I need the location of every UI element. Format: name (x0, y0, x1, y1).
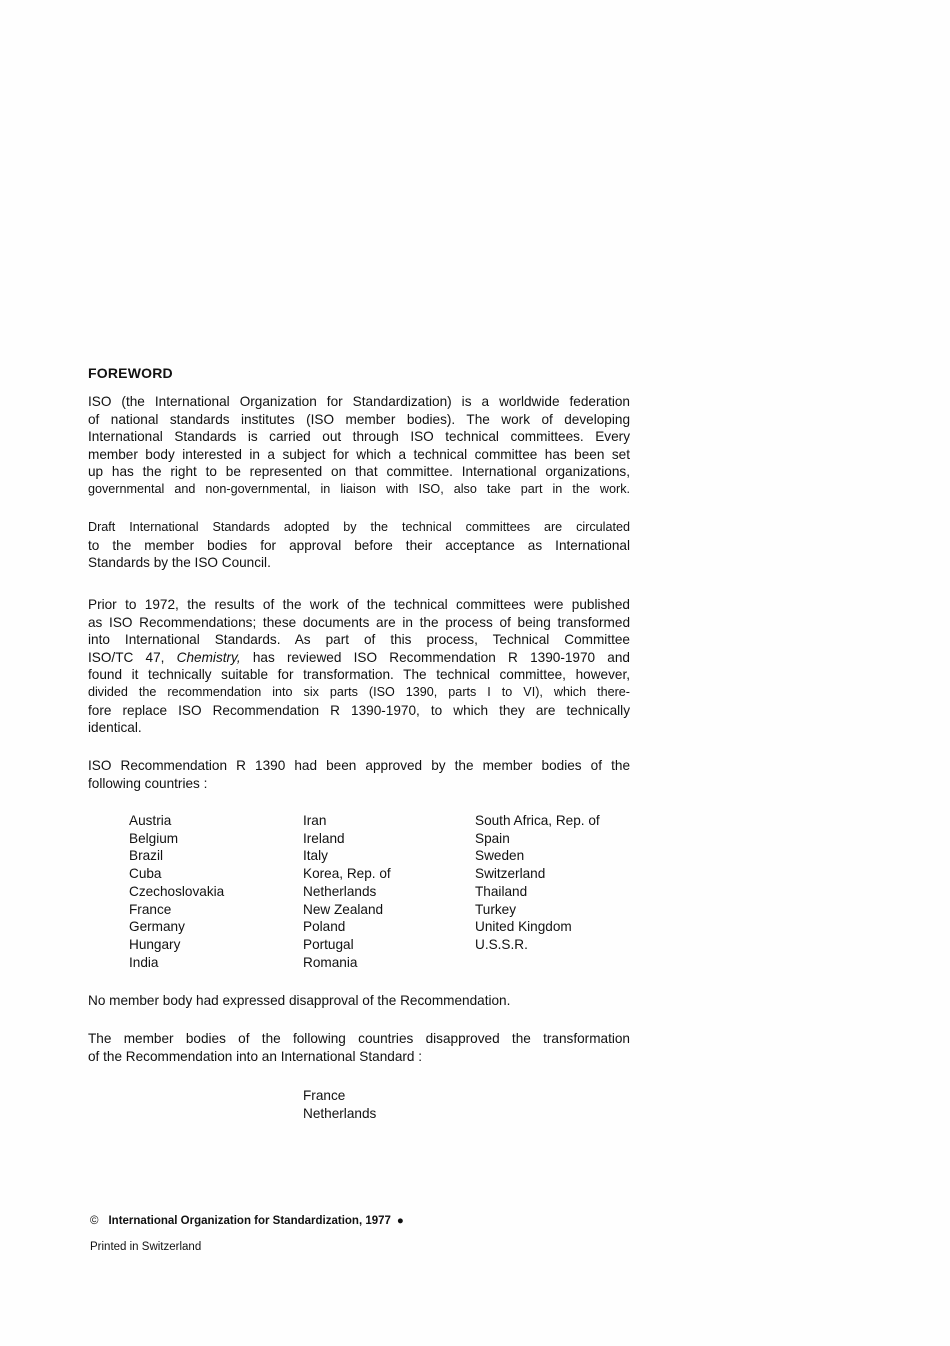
country-item: South Africa, Rep. of (475, 813, 600, 828)
country-item: United Kingdom (475, 919, 572, 935)
paragraph-disapproval-intro (88, 1030, 630, 1065)
country-item: Sweden (475, 848, 525, 864)
country-item: India (129, 954, 159, 970)
italic-committee-name: Chemistry, (176, 649, 241, 665)
country-item: Netherlands (303, 1105, 377, 1121)
text-line: ISO Recommendation R 1390 had been approved by the member bodies of the (88, 758, 630, 773)
text-line: divided the recommendation into six parts (ISO 1390, parts I to VI), which there- (88, 684, 630, 699)
text-line: found it technically suitable for transformation. The technical committee, however, (88, 667, 630, 683)
country-item: Spain (475, 830, 510, 846)
approving-countries-column-1 (129, 812, 224, 971)
copyright-icon: © (90, 1215, 99, 1227)
bullet-icon: ● (396, 1215, 404, 1227)
text-line: member body interested in a subject for which a technical committee has been set (88, 446, 630, 462)
country-item: Iran (303, 813, 327, 828)
text-line: identical. (88, 720, 142, 736)
text-line: fore replace ISO Recommendation R 1390-1970, to which they are technically (88, 702, 630, 718)
country-item: Netherlands (303, 883, 377, 899)
country-item: New Zealand (303, 901, 384, 917)
text-line: Draft International Standards adopted by the technical committees are circulated (88, 520, 630, 534)
text-line: No member body had expressed disapproval of the Recommendation. (88, 993, 511, 1008)
country-item: Portugal (303, 936, 354, 952)
country-item: Brazil (129, 848, 163, 864)
text-line: Standards by the ISO Council. (88, 555, 271, 571)
paragraph-draft-standards (88, 519, 630, 572)
text-line: following countries : (88, 775, 208, 791)
text-line (88, 649, 630, 667)
approving-countries-column-2 (303, 812, 391, 971)
text-line: of national standards institutes (ISO member bodies). The work of developing (88, 411, 630, 427)
text-line: as ISO Recommendations; these documents are in the process of being transformed (88, 614, 630, 630)
text-line: to the member bodies for approval before their acceptance as International (88, 537, 630, 553)
country-item: Hungary (129, 936, 181, 952)
country-item: Germany (129, 919, 185, 935)
text-line: Prior to 1972, the results of the work of the technical committees were published (88, 597, 630, 612)
paragraph-approval-intro (88, 757, 630, 792)
country-item: Korea, Rep. of (303, 866, 391, 882)
paragraph-iso-intro (88, 393, 630, 499)
text-line: governmental and non-governmental, in liaison with ISO, also take part in the work. (88, 481, 630, 496)
country-item: France (129, 901, 172, 917)
country-item: Czechoslovakia (129, 883, 225, 899)
copyright-notice (90, 1215, 404, 1227)
text-line: ISO (the International Organization for Standardization) is a worldwide federation (88, 394, 630, 409)
text-line: The member bodies of the following countries disapproved the transformation (88, 1031, 630, 1046)
country-item: U.S.S.R. (475, 936, 528, 952)
country-item: Cuba (129, 866, 162, 882)
paragraph-history (88, 596, 630, 737)
country-item: Poland (303, 919, 346, 935)
country-item: Thailand (475, 883, 528, 899)
paragraph-no-disapproval (88, 992, 630, 1010)
country-item: Switzerland (475, 866, 546, 882)
approving-countries-column-3 (475, 812, 600, 954)
printed-location: Printed in Switzerland (90, 1241, 202, 1253)
text-line: of the Recommendation into an International Standard : (88, 1048, 423, 1064)
foreword-heading: FOREWORD (88, 365, 173, 381)
text-segment: has reviewed ISO Recommendation R 1390-1970 and (240, 649, 630, 665)
text-line: International Standards is carried out through ISO technical committees. Every (88, 429, 630, 445)
country-item: France (303, 1088, 346, 1103)
country-item: Italy (303, 848, 328, 864)
text-line: into International Standards. As part of this process, Technical Committee (88, 632, 630, 648)
disapproving-countries-list (303, 1087, 376, 1122)
country-item: Belgium (129, 830, 179, 846)
country-item: Turkey (475, 901, 517, 917)
country-item: Austria (129, 813, 172, 828)
text-line: up has the right to be represented on that committee. International organizations, (88, 464, 630, 480)
country-item: Romania (303, 954, 358, 970)
text-segment: ISO/TC 47, (88, 649, 177, 665)
copyright-text: International Organization for Standardization, 1977 (108, 1215, 391, 1227)
country-item: Ireland (303, 830, 345, 846)
